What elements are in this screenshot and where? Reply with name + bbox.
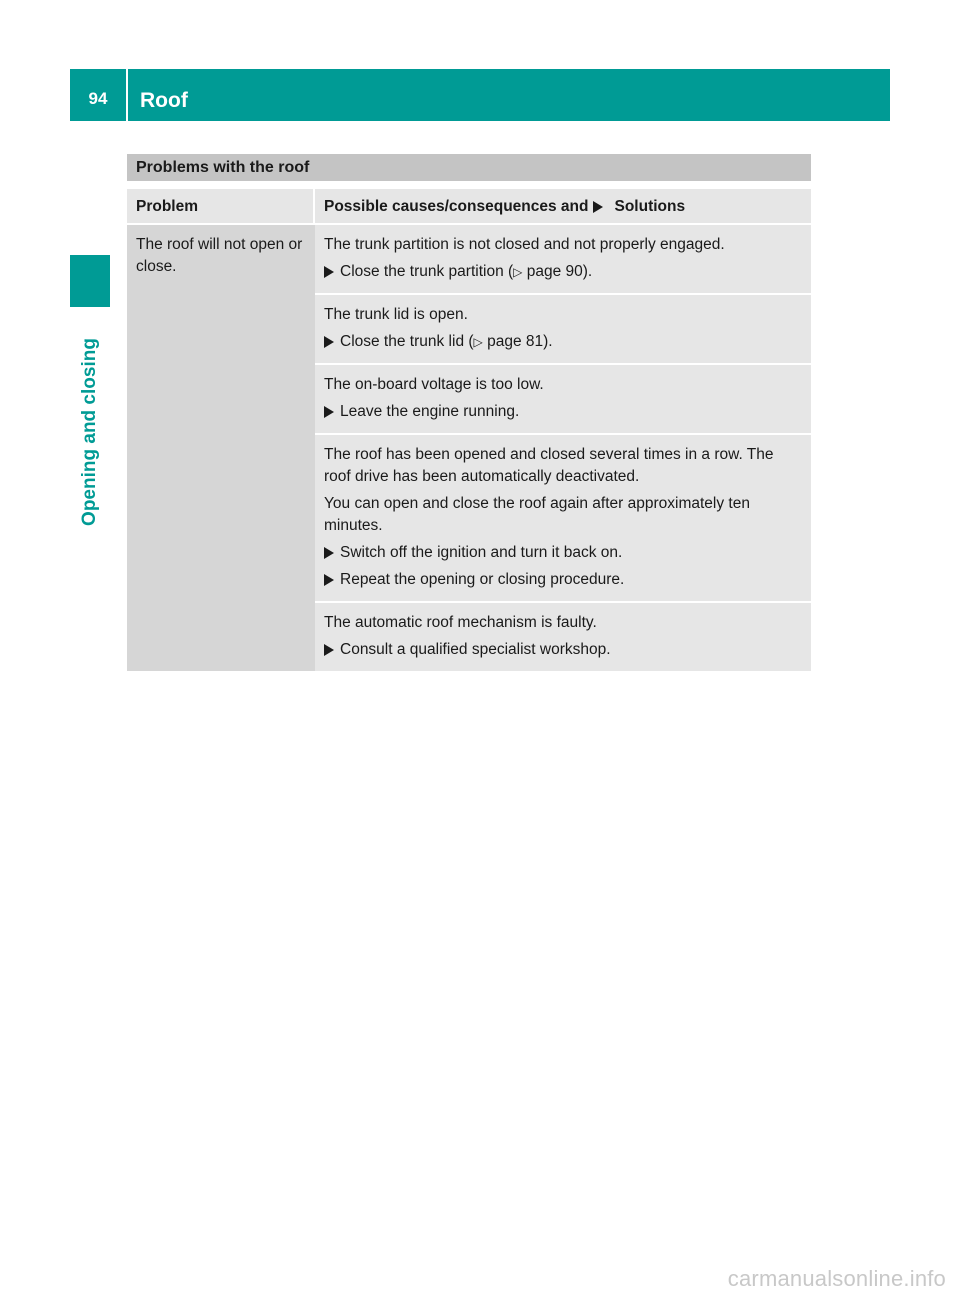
page-header bbox=[70, 69, 890, 121]
section-title: Problems with the roof bbox=[127, 154, 811, 181]
table-header-row bbox=[127, 189, 811, 223]
page-title: Roof bbox=[140, 89, 188, 112]
step-arrow-icon bbox=[324, 336, 334, 348]
step-text: Consult a qualified specialist workshop. bbox=[340, 641, 611, 658]
cause-row bbox=[315, 295, 811, 365]
step-text: Switch off the ignition and turn it back on. bbox=[340, 544, 623, 561]
column-header-causes-text: Possible causes/consequences and bbox=[324, 198, 589, 215]
column-header-problem: Problem bbox=[127, 189, 313, 223]
step-text: Leave the engine running. bbox=[340, 403, 520, 420]
solution-step bbox=[324, 542, 803, 564]
cause-text: The roof has been opened and closed several times in a row. The roof drive has been automatically deactivated. bbox=[324, 446, 774, 485]
table-body bbox=[127, 225, 811, 671]
step-arrow-icon bbox=[324, 266, 334, 278]
step-arrow-icon bbox=[324, 644, 334, 656]
step-arrow-icon bbox=[324, 406, 334, 418]
solution-step bbox=[324, 261, 803, 283]
cause-row bbox=[315, 603, 811, 671]
step-text: Repeat the opening or closing procedure. bbox=[340, 571, 625, 588]
cause-text: You can open and close the roof again after approximately ten minutes. bbox=[324, 495, 750, 534]
solution-step bbox=[324, 569, 803, 591]
problems-table bbox=[127, 189, 811, 671]
page-reference-icon: ▷ bbox=[513, 265, 523, 279]
step-arrow-icon bbox=[324, 574, 334, 586]
cause-row bbox=[315, 225, 811, 295]
sidebar-section-label bbox=[70, 317, 110, 547]
step-text: Close the trunk partition (▷ page 90). bbox=[340, 263, 593, 280]
page-reference-icon: ▷ bbox=[473, 335, 483, 349]
sidebar-tab-marker bbox=[70, 255, 110, 307]
step-text: Close the trunk lid (▷ page 81). bbox=[340, 333, 553, 350]
solution-arrow-icon bbox=[593, 201, 603, 213]
cause-text: The trunk lid is open. bbox=[324, 306, 468, 323]
step-arrow-icon bbox=[324, 547, 334, 559]
cause-text: The automatic roof mechanism is faulty. bbox=[324, 614, 597, 631]
column-header-causes bbox=[315, 189, 811, 223]
solution-step bbox=[324, 401, 803, 423]
cause-row bbox=[315, 365, 811, 435]
solution-step bbox=[324, 331, 803, 353]
cause-text: The trunk partition is not closed and not properly engaged. bbox=[324, 236, 725, 253]
solution-step bbox=[324, 639, 803, 661]
cause-row bbox=[315, 435, 811, 603]
page-number: 94 bbox=[88, 89, 108, 108]
watermark: carmanualsonline.info bbox=[727, 1266, 946, 1291]
page-reference-link[interactable]: page 81). bbox=[487, 333, 553, 350]
problem-cell: The roof will not open or close. bbox=[127, 225, 315, 671]
cause-text: The on-board voltage is too low. bbox=[324, 376, 544, 393]
page-reference-link[interactable]: page 90). bbox=[526, 263, 593, 280]
causes-column bbox=[315, 225, 811, 671]
sidebar-section-text: Opening and closing bbox=[79, 338, 100, 526]
column-header-solutions-text: Solutions bbox=[614, 198, 686, 215]
